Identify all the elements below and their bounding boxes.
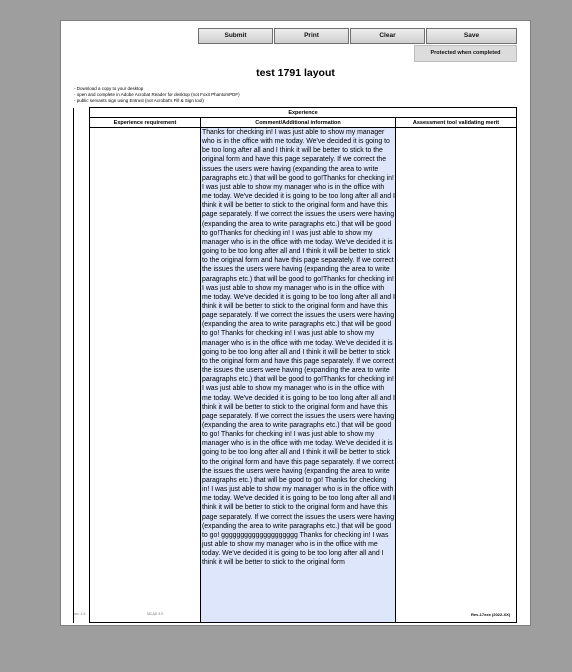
table-blank-cell xyxy=(74,108,90,118)
footer-left: rev. 1.6 xyxy=(74,612,86,616)
save-button[interactable]: Save xyxy=(426,28,517,44)
submit-button[interactable]: Submit xyxy=(198,28,273,44)
clear-button[interactable]: Clear xyxy=(350,28,425,44)
table-row xyxy=(74,128,517,623)
table-blank-cell xyxy=(74,128,90,623)
table-blank-cell xyxy=(74,118,90,128)
protected-when-completed-label: Protected when completed xyxy=(414,45,517,62)
experience-section-header: Experience xyxy=(90,108,517,118)
assessment-field[interactable] xyxy=(396,128,517,623)
col-header-requirement: Experience requirement xyxy=(90,118,201,128)
footer-mid: MCAD 3.0 xyxy=(147,612,164,616)
experience-table xyxy=(73,107,517,623)
comment-field[interactable] xyxy=(201,128,396,623)
instruction-item: - Download a copy to your desktop xyxy=(74,86,144,91)
requirement-field[interactable] xyxy=(90,128,201,623)
form-title: test 1791 layout xyxy=(256,67,335,79)
print-button[interactable]: Print xyxy=(274,28,349,44)
col-header-assessment: Assessment tool validating merit xyxy=(396,118,517,128)
col-header-comment: Comment/Additional information xyxy=(201,118,396,128)
instruction-item: - public servants sign using Entrust (not Acrobat's Fill & Sign tool) xyxy=(74,98,204,103)
comment-text[interactable]: Thanks for checking in! I was just able to show my manager who is in the office with me today. We've decided it is going to be too long after all and I think it will be better to stick to the original form and have this page separately. If we correct the issues the users were having (expanding the area to write paragraphs etc.) that will be good to go!Thanks for checking in! I was just able to show my manager who is in the office with me today. We've decided it is going to be too long after all and I think it will be better to stick to the original form and have this page separately. If we correct the issues the users were having (expanding the area to write paragraphs etc.) that will be good to go!Thanks for checking in! I was just able to show my manager who is in the office with me today. We've decided it is going to be too long after all and I think it will be better to stick to the original form and have this page separately. If we correct the issues the users were having (expanding the area to write paragraphs etc.) that will be good to go!Thanks for checking in! I was just able to show my manager who is in the office with me today. We've decided it is going to be too long after all and I think it will be better to stick to the original form and have this page separately. If we correct the issues the users were having (expanding the area to write paragraphs etc.) that will be good to go! Thanks for checking in! I was just able to show my manager who is in the office with me today. We've decided it is going to be too long after all and I think it will be better to stick to the original form and have this page separately. If we correct the issues the users were having (expanding the area to write paragraphs etc.) that will be good to go!Thanks for checking in! I was just able to show my manager who is in the office with me today. We've decided it is going to be too long after all and I think it will be better to stick to the original form and have this page separately. If we correct the issues the users were having (expanding the area to write paragraphs etc.) that will be good to go! Thanks for checking in! I was just able to show my manager who is in the office with me today. We've decided it is going to be too long after all and I think it will be better to stick to the original form and have this page separately. If we correct the issues the users were having (expanding the area to write paragraphs etc.) that will be good to go! Thanks for checking in! I was just able to show my manager who is in the office with me today. We've decided it is going to be too long after all and I think it will be better to stick to the original form and have this page separately. If we correct the issues the users were having (expanding the area to write paragraphs etc.) that will be good to go! gggggggggggggggggggg Thanks for checking in! I was just able to show my manager who is in the office with me today. We've decided it is going to be too long after all and I think it will be better to stick to the original form xyxy=(202,129,395,567)
form-page xyxy=(60,20,531,626)
instructions-list xyxy=(74,86,240,104)
instruction-item: - open and complete in Adobe Acrobat Reader for desktop (not Foxit PhantomPDF) xyxy=(74,92,240,97)
footer-right: Rev-17xxx (2022-XX) xyxy=(471,612,511,617)
